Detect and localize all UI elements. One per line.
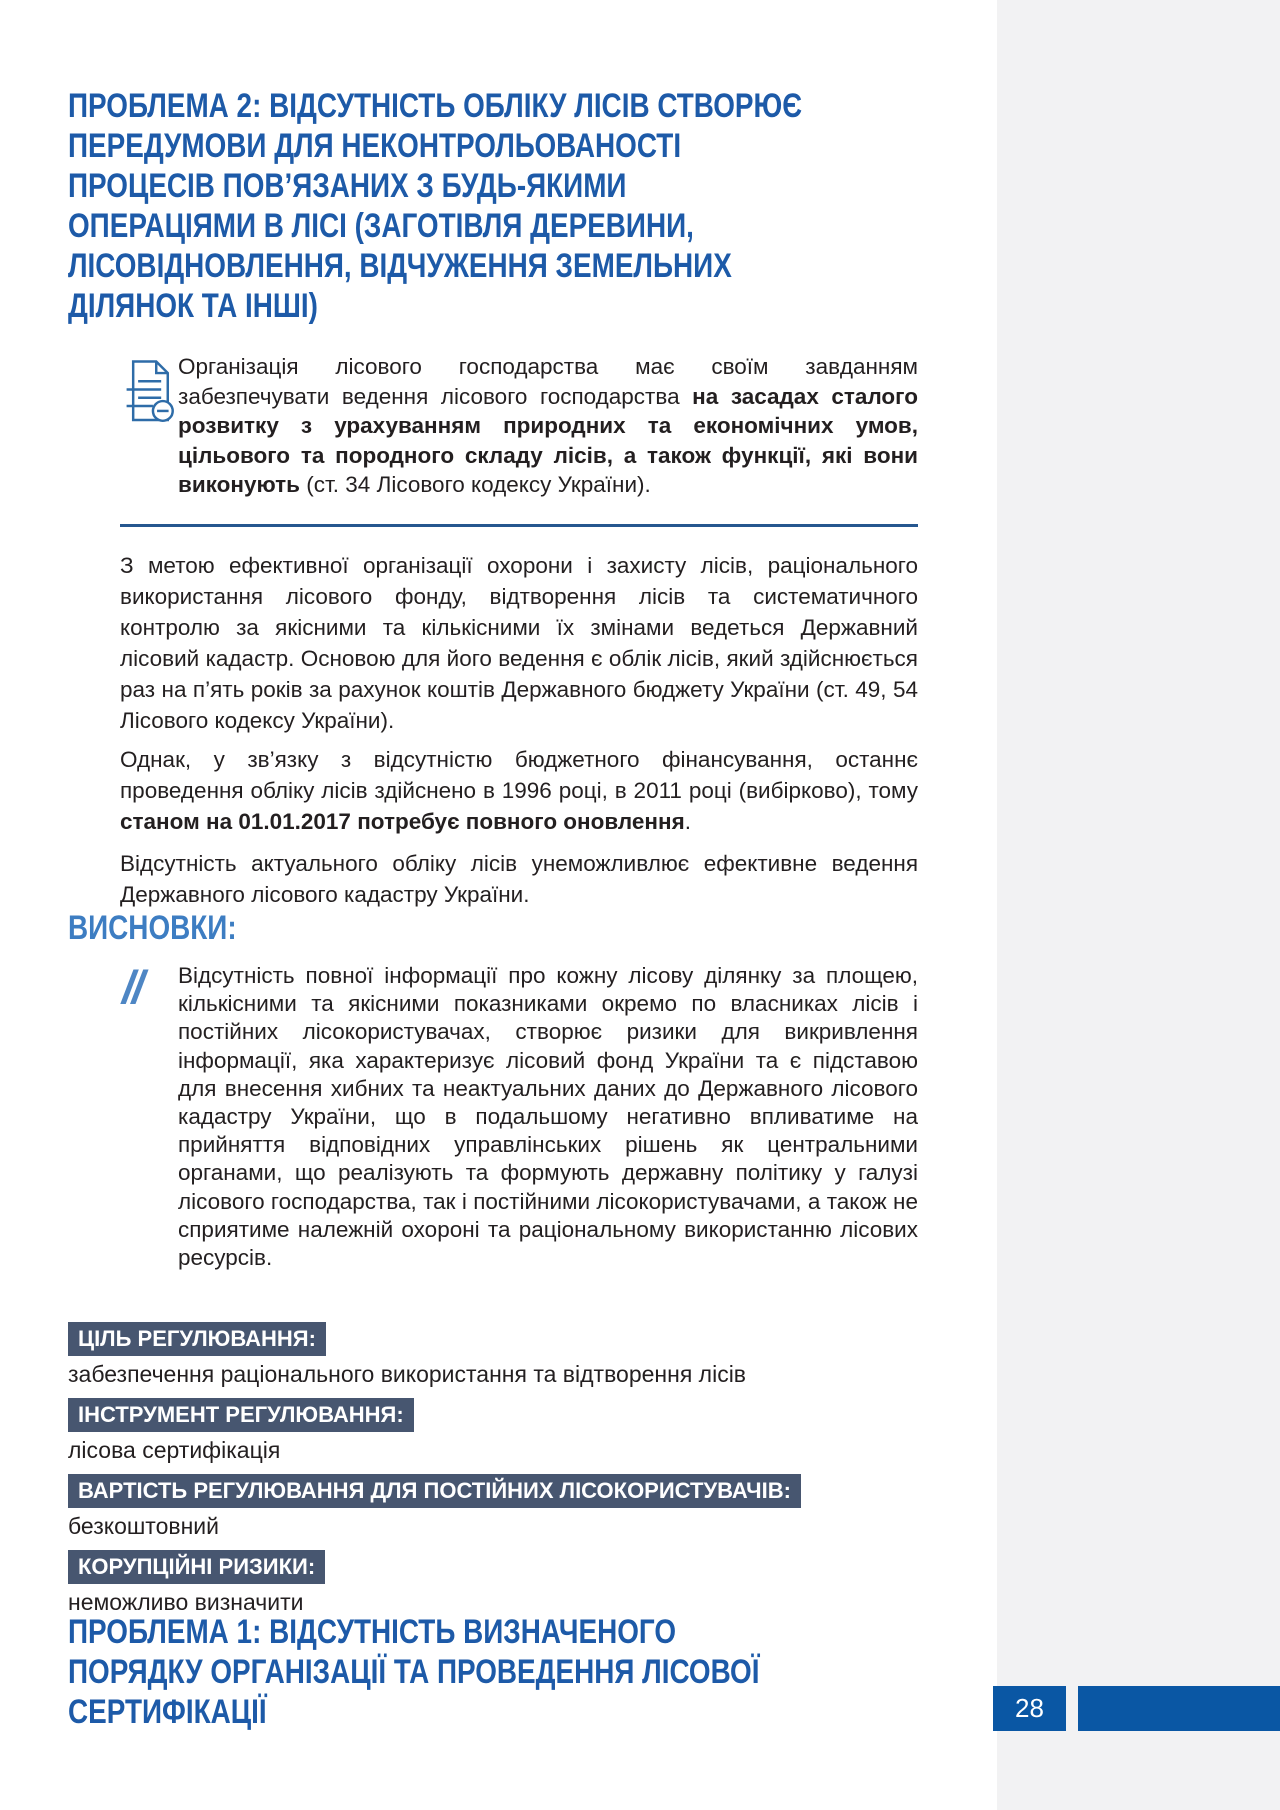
paragraph-funding: [120, 744, 918, 837]
reg-item-label: ЦІЛЬ РЕГУЛЮВАННЯ:: [68, 1322, 326, 1356]
page-number: 28: [1015, 1693, 1044, 1723]
heading-line: ОПЕРАЦІЯМИ В ЛІСІ (ЗАГОТІВЛЯ ДЕРЕВИНИ,: [68, 207, 694, 245]
note-text-normal: (ст. 34 Лісового кодексу України).: [299, 472, 651, 497]
reg-item-value: безкоштовний: [68, 1513, 219, 1539]
note-text-bold: на засадах сталого розвитку з урахуванням природних та економічних умов, цільового та породного складу лісів, а також функції, які вони виконують: [178, 383, 918, 497]
heading-line: ДІЛЯНОК ТА ІНШІ): [68, 287, 318, 325]
heading-line: ЛІСОВІДНОВЛЕННЯ, ВІДЧУЖЕННЯ ЗЕМЕЛЬНИХ: [68, 247, 732, 285]
paragraph-text-bold: станом на 01.01.2017 потребує повного оновлення: [120, 809, 685, 834]
paragraph-text: .: [684, 809, 692, 834]
conclusion-quote-text: Відсутність повної інформації про кожну лісову ділянку за площею, кількісними та якісними показниками окремо по власниках лісів і постійних лісокористувачах, створює ризики для викривлення інформації, яка характеризує лісовий фонд України та є підставою для внесення хибних та неактуальних даних до Державного лісового кадастру України, що в подальшому негативно впливатиме на прийняття відповідних управлінських рішень як центральними органами, що реалізують та формують державну політику у галузі лісового господарства, так і постійними лісокористувачами, а також не сприятиме належній охороні та раціональному використанню лісових ресурсів.: [178, 963, 918, 1271]
reg-item-label: КОРУПЦІЙНІ РИЗИКИ:: [68, 1550, 325, 1584]
reg-item-goal: [68, 1322, 928, 1387]
problem2-heading: [68, 86, 802, 326]
reg-item-label: ВАРТІСТЬ РЕГУЛЮВАННЯ ДЛЯ ПОСТІЙНИХ ЛІСОКОРИСТУВАЧІВ:: [68, 1474, 801, 1508]
right-margin-strip: [997, 0, 1280, 1810]
document-minus-icon: [120, 358, 178, 431]
paragraph-kadastr: З метою ефективної організації охорони і захисту лісів, раціонального використання лісового фонду, відтворення лісів та систематичного контролю за якісними та кількісними їх змінами ведеться Державний лісовий кадастр. Основою для його ведення є облік лісів, який здійснюється раз на п’ять років за рахунок коштів Державного бюджету України (ст. 49, 54 Лісового кодексу України).: [120, 553, 918, 733]
heading-line: СЕРТИФІКАЦІЇ: [68, 1693, 267, 1731]
heading-line: ПЕРЕДУМОВИ ДЛЯ НЕКОНТРОЛЬОВАНОСТІ: [68, 127, 682, 165]
problem1-heading: [68, 1612, 759, 1732]
reg-item-cost: [68, 1474, 928, 1539]
heading-line: ПРОБЛЕМА 2: ВІДСУТНІСТЬ ОБЛІКУ ЛІСІВ СТВОРЮЄ: [68, 87, 803, 125]
regulation-summary: [68, 1322, 928, 1626]
reg-item-value: забезпечення раціонального використання та відтворення лісів: [68, 1361, 747, 1387]
conclusions-heading: [68, 908, 237, 948]
reg-item-label: ІНСТРУМЕНТ РЕГУЛЮВАННЯ:: [68, 1398, 414, 1432]
paragraph-actual: Відсутність актуального обліку лісів унеможливлює ефективне ведення Державного лісового кадастру України.: [120, 851, 918, 907]
heading-line: ПРОБЛЕМА 1: ВІДСУТНІСТЬ ВИЗНАЧЕНОГО: [68, 1613, 677, 1651]
section-divider: [120, 524, 918, 527]
footer-accent-bar: [1078, 1686, 1280, 1731]
reg-item-value: лісова сертифікація: [68, 1437, 281, 1463]
quote-slashes-icon: //: [122, 961, 142, 1013]
reg-item-instrument: [68, 1398, 928, 1463]
conclusion-quote-block: [120, 962, 920, 1272]
heading-line: ВИСНОВКИ:: [68, 909, 237, 947]
law-note-block: [120, 352, 920, 500]
heading-line: ПРОЦЕСІВ ПОВ’ЯЗАНИХ З БУДЬ-ЯКИМИ: [68, 167, 627, 205]
heading-line: ПОРЯДКУ ОРГАНІЗАЦІЇ ТА ПРОВЕДЕННЯ ЛІСОВОЇ: [68, 1653, 760, 1691]
page-number-box: [993, 1686, 1066, 1731]
reg-item-value: неможливо визначити: [68, 1589, 304, 1615]
reg-item-corruption: [68, 1550, 928, 1615]
paragraph-text: Однак, у зв’язку з відсутністю бюджетного фінансування, останнє проведення обліку лісів здійснено в 1996 році, в 2011 році (вибірково), тому: [120, 747, 918, 803]
law-note-text: [178, 352, 918, 500]
note-text-normal: Організація лісового господарства має своїм завданням забезпечувати ведення лісового господарства: [178, 354, 918, 409]
